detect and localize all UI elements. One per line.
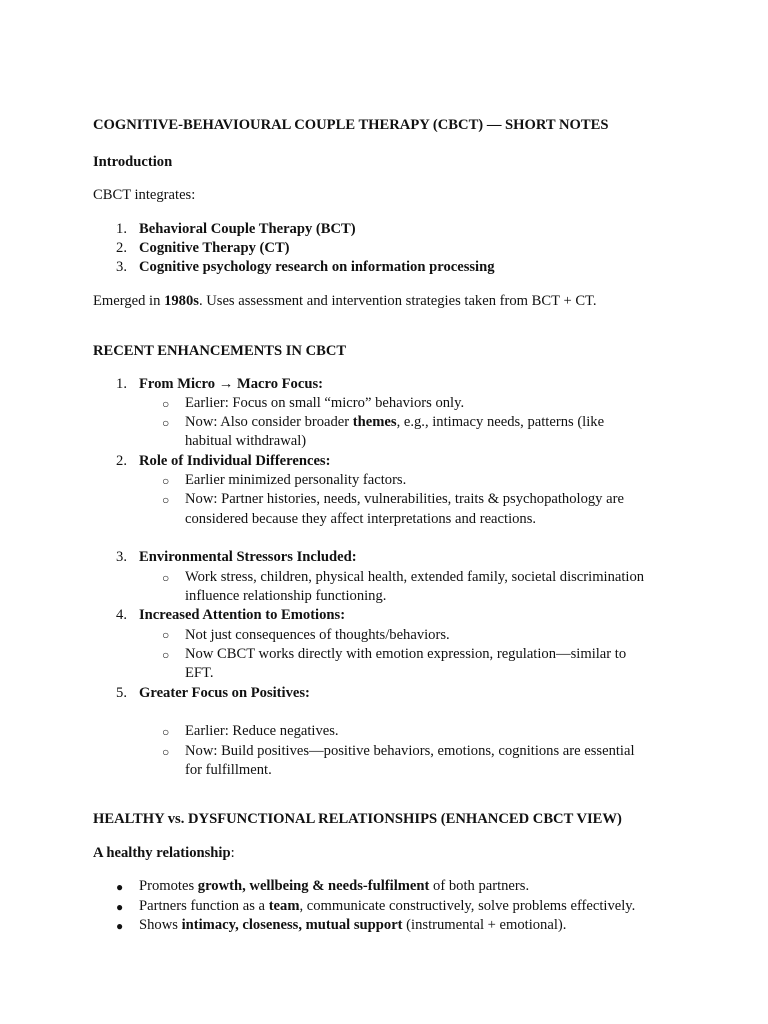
- bullet-icon: ●: [116, 880, 124, 894]
- sub-item-continuation: for fulfillment.: [185, 762, 272, 778]
- sub-item: Earlier: Focus on small “micro” behaviors only.: [185, 395, 465, 411]
- list-number: 2.: [116, 240, 127, 256]
- sub-item: Work stress, children, physical health, extended family, societal discrimination: [185, 569, 645, 585]
- list-item: Behavioral Couple Therapy (BCT): [139, 221, 356, 237]
- bullet-icon: ●: [116, 919, 124, 933]
- sub-item-continuation: influence relationship functioning.: [185, 588, 387, 604]
- circle-bullet-icon: ○: [162, 648, 170, 662]
- list-number: 3.: [116, 549, 127, 565]
- list-item-title: Greater Focus on Positives:: [139, 685, 310, 701]
- sub-item: Now: Build positives—positive behaviors, emotions, cognitions are essential: [185, 743, 635, 759]
- bullet-item: Promotes growth, wellbeing & needs-fulfilment of both partners.: [139, 878, 530, 894]
- document-title: COGNITIVE-BEHAVIOURAL COUPLE THERAPY (CBCT) — SHORT NOTES: [93, 117, 609, 133]
- intro-lead: CBCT integrates:: [93, 187, 196, 203]
- bullet-item: Shows intimacy, closeness, mutual support (instrumental + emotional).: [139, 917, 567, 933]
- sub-item: Now CBCT works directly with emotion expression, regulation—similar to: [185, 646, 627, 662]
- list-number: 1.: [116, 376, 127, 392]
- circle-bullet-icon: ○: [162, 493, 170, 507]
- list-number: 4.: [116, 607, 127, 623]
- list-item-title: Role of Individual Differences:: [139, 453, 331, 469]
- section-heading-introduction: Introduction: [93, 154, 173, 170]
- list-item-title: Environmental Stressors Included:: [139, 549, 357, 565]
- list-item: Cognitive Therapy (CT): [139, 240, 290, 256]
- section-heading-enhancements: RECENT ENHANCEMENTS IN CBCT: [93, 343, 347, 359]
- circle-bullet-icon: ○: [162, 628, 170, 642]
- sub-item: Not just consequences of thoughts/behaviors.: [185, 627, 450, 643]
- list-item: Cognitive psychology research on information processing: [139, 259, 495, 275]
- circle-bullet-icon: ○: [162, 416, 170, 430]
- list-number: 1.: [116, 221, 127, 237]
- bullet-item: Partners function as a team, communicate constructively, solve problems effectively.: [139, 898, 636, 914]
- emerged-paragraph: Emerged in 1980s. Uses assessment and intervention strategies taken from BCT + CT.: [93, 293, 597, 309]
- list-number: 3.: [116, 259, 127, 275]
- list-number: 2.: [116, 453, 127, 469]
- sub-item-continuation: considered because they affect interpretations and reactions.: [185, 511, 537, 527]
- sub-item-continuation: EFT.: [185, 665, 214, 681]
- list-number: 5.: [116, 685, 127, 701]
- circle-bullet-icon: ○: [162, 571, 170, 585]
- list-item-title: Increased Attention to Emotions:: [139, 607, 346, 623]
- circle-bullet-icon: ○: [162, 725, 170, 739]
- sub-item: Now: Also consider broader themes, e.g., intimacy needs, patterns (like: [185, 414, 605, 430]
- healthy-lead: A healthy relationship:: [93, 845, 235, 861]
- circle-bullet-icon: ○: [162, 745, 170, 759]
- circle-bullet-icon: ○: [162, 397, 170, 411]
- list-item-title: From Micro → Macro Focus:: [139, 376, 323, 392]
- sub-item: Now: Partner histories, needs, vulnerabilities, traits & psychopathology are: [185, 491, 624, 507]
- section-heading-healthy: HEALTHY vs. DYSFUNCTIONAL RELATIONSHIPS (ENHANCED CBCT VIEW): [93, 811, 622, 827]
- bullet-icon: ●: [116, 900, 124, 914]
- sub-item: Earlier minimized personality factors.: [185, 472, 407, 488]
- sub-item: Earlier: Reduce negatives.: [185, 723, 339, 739]
- circle-bullet-icon: ○: [162, 474, 170, 488]
- sub-item-continuation: habitual withdrawal): [185, 433, 307, 449]
